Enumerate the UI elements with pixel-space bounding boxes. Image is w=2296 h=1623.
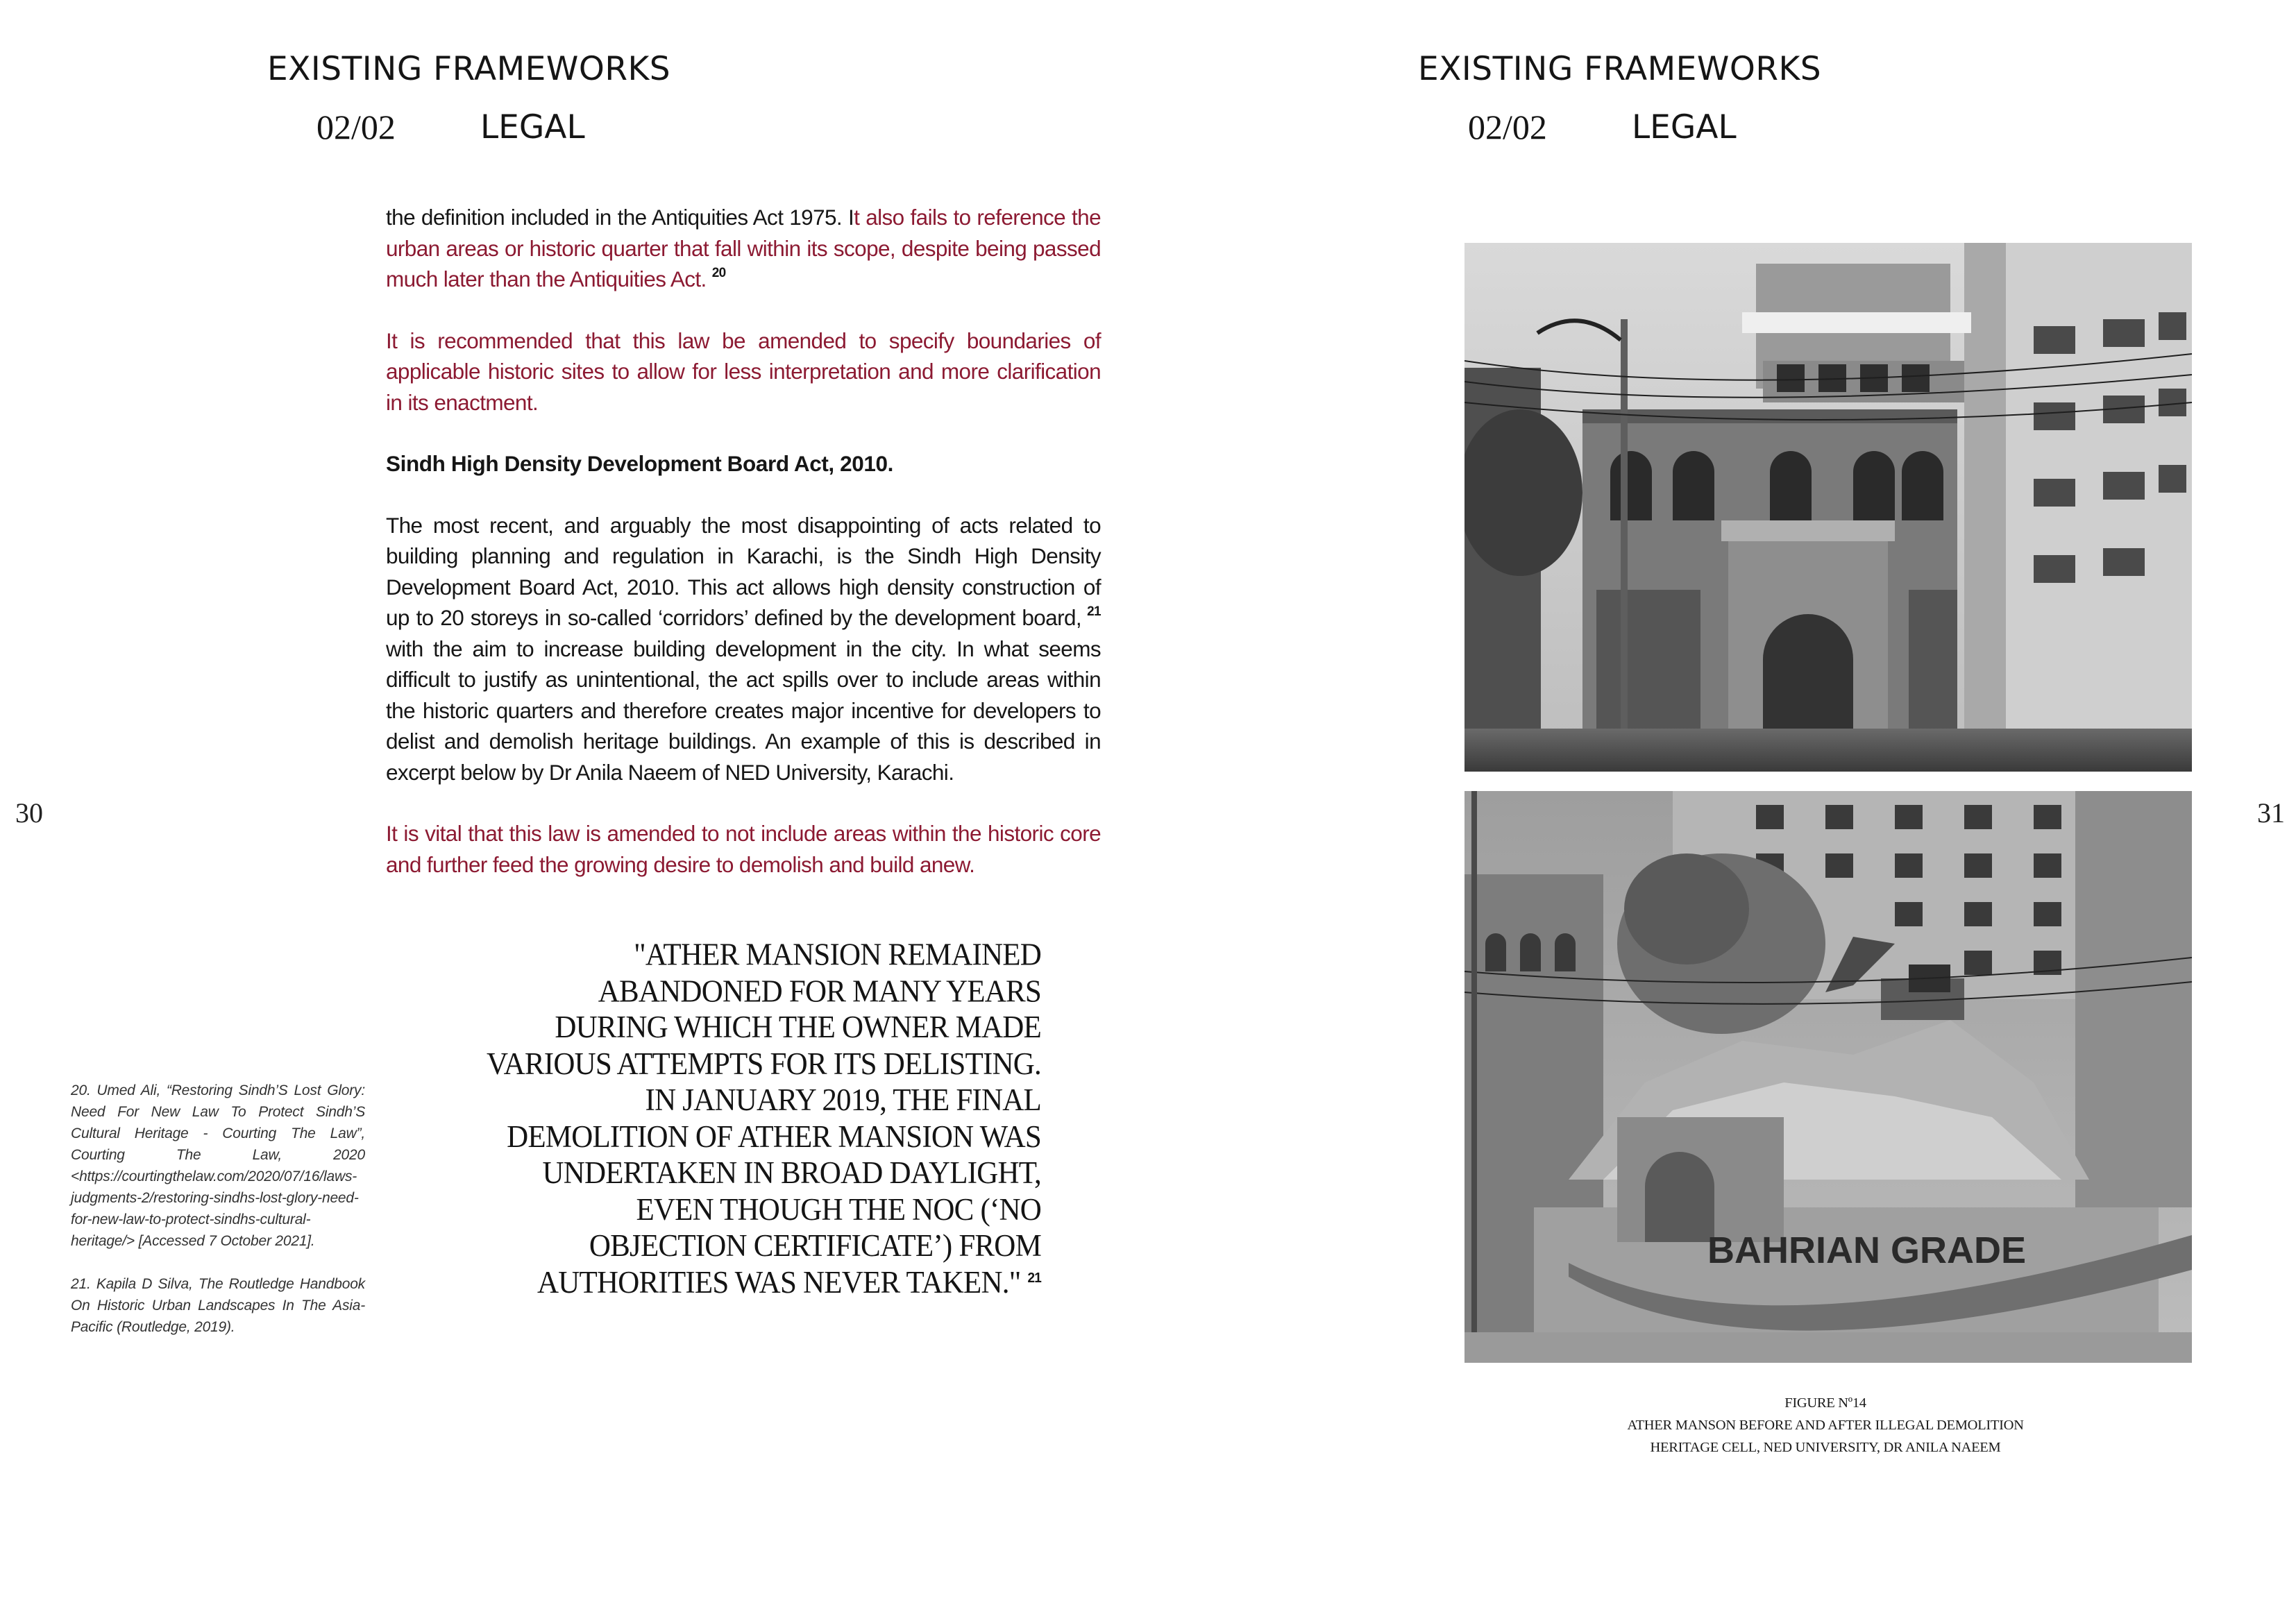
pull-quote <box>486 937 1041 1301</box>
right-section-number: 02/02 <box>1468 108 1547 146</box>
photo-after-illustration <box>1464 791 2192 1363</box>
footnote-20: 20. Umed Ali, “Restoring Sindh’S Lost Glory: Need For New Law To Protect Sindh’S Cultural Heritage - Courting The Law”, Courting The Law, 2020 <https://courtingthelaw.com/2020/07/16/laws-judgments-2/restoring-sindhs-lost-glory-need-for-new-law-to-protect-sindhs-cultural-heritage/> [Accessed 7 October 2021]. <box>71 1082 365 1249</box>
paragraph-1-accent: t also fails to reference the urban areas or historic quarter that fall within its scope, despite being passed much later than the Antiquities Act. <box>386 205 1101 291</box>
left-header-title: EXISTING FRAMEWORKS <box>267 50 671 88</box>
paragraph-1-plain: the definition included in the Antiquities Act 1975. I <box>386 205 854 230</box>
footnote-ref-20: 20 <box>711 266 726 280</box>
right-header-title: EXISTING FRAMEWORKS <box>1418 50 1822 88</box>
paragraph-4-recommendation: It is vital that this law is amended to not include areas within the historic core and further feed the growing desire to demolish and build anew. <box>386 821 1101 877</box>
pull-quote-footnote-ref: 21 <box>1027 1270 1041 1286</box>
ather-mansion-after-demolition-photo <box>1464 791 2192 1363</box>
right-page-number: 31 <box>2257 797 2285 829</box>
paragraph-2-recommendation: It is recommended that this law be amended to specify boundaries of applicable historic sites to allow for less interpretation and more clarification in its enactment. <box>386 328 1101 415</box>
left-section-label: LEGAL <box>480 108 585 146</box>
footnote-21: 21. Kapila D Silva, The Routledge Handbook On Historic Urban Landscapes In The Asia-Pacific (Routledge, 2019). <box>71 1276 365 1335</box>
caption-credit: HERITAGE CELL, NED UNIVERSITY, DR ANILA NAEEM <box>1650 1440 2001 1455</box>
right-section-label: LEGAL <box>1632 108 1737 146</box>
paragraph-3-part1: The most recent, and arguably the most disappointing of acts related to building planning and regulation in Karachi, is the Sindh High Density Development Board Act, 2010. This act allows high density construction of up to 20 storeys in so-called ‘corridors’ defined by the development board, <box>386 512 1101 630</box>
pull-quote-text: "ATHER MANSION REMAINED ABANDONED FOR MANY YEARS DURING WHICH THE OWNER MADE VARIOUS ATTEMPTS FOR ITS DELISTING. IN JANUARY 2019, THE FINAL DEMOLITION OF ATHER MANSION WAS UNDERTAKEN IN BROAD DAYLIGHT, EVEN THOUGH THE NOC (‘NO OBJECTION CERTIFICATE’) FROM AUTHORITIES WAS NEVER TAKEN." <box>486 937 1041 1300</box>
figure-caption <box>1582 1392 2068 1459</box>
caption-figure-number: FIGURE Nº14 <box>1784 1395 1866 1411</box>
footnote-ref-21: 21 <box>1087 604 1101 619</box>
left-page-number: 30 <box>15 797 43 829</box>
body-text-column <box>386 202 1101 910</box>
section-heading-text: Sindh High Density Development Board Act, 2010. <box>386 451 893 476</box>
photo-before-illustration <box>1464 243 2192 772</box>
wall-graffiti-text: BAHRIAN GRADE <box>1707 1230 2026 1271</box>
left-section-number: 02/02 <box>316 108 396 146</box>
caption-title: ATHER MANSON BEFORE AND AFTER ILLEGAL DEMOLITION <box>1627 1418 2024 1433</box>
paragraph-3 <box>386 510 1101 788</box>
ather-mansion-before-photo <box>1464 243 2192 772</box>
paragraph-1 <box>386 202 1101 295</box>
footnotes <box>71 1080 365 1359</box>
paragraph-3-part2: with the aim to increase building development in the city. In what seems difficult to justify as unintentional, the act spills over to include areas within the historic quarters and therefore creates major incentive for developers to delist and demolish heritage buildings. An example of this is described in excerpt below by Dr Anila Naeem of NED University, Karachi. <box>386 636 1101 785</box>
section-heading <box>386 448 1101 479</box>
